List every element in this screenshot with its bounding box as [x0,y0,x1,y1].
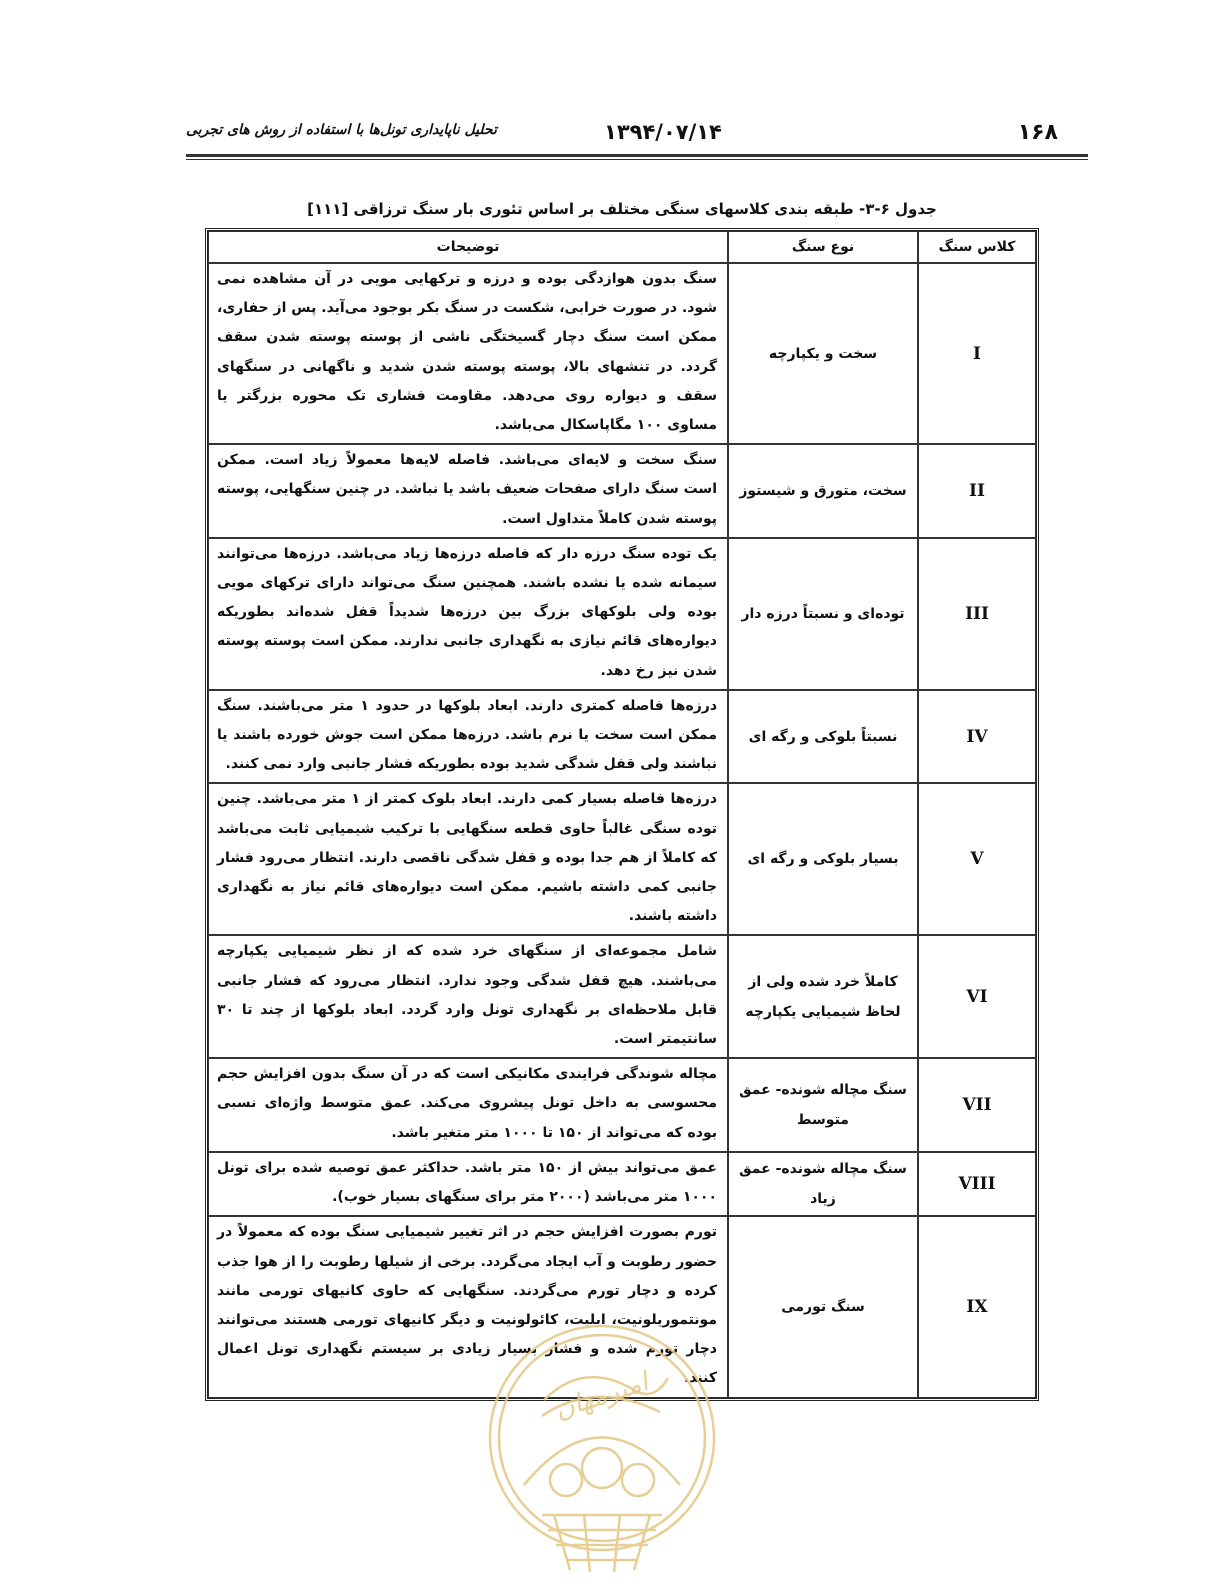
header-class: کلاس سنگ [918,231,1036,263]
class-cell: IV [918,690,1036,784]
description-cell: مچاله شوندگی فرایندی مکانیکی است که در آن سنگ بدون افزایش حجم محسوسی به داخل تونل پیشروی می‌کند. عمق متوسط واژه‌ای نسبی بوده که می‌تواند از ۱۵۰ تا ۱۰۰۰ متر متغیر باشد. [208,1058,728,1152]
table-row [208,783,1036,935]
type-cell: نسبتاً بلوکی و رگه ای [728,690,918,784]
table-header-row [208,231,1036,263]
table-row [208,690,1036,784]
class-cell: III [918,538,1036,690]
header-date: ۱۳۹۴/۰۷/۱۴ [604,120,722,144]
class-cell: IX [918,1216,1036,1397]
type-cell: کاملاً خرد شده ولی از لحاظ شیمیایی یکپارچه [728,935,918,1058]
type-cell: سخت، متورق و شیستوز [728,444,918,538]
running-title: تحلیل ناپایداری تونل‌ها با استفاده از روش های تجربی [186,122,497,138]
table-caption: جدول ۶-۳- طبقه بندی کلاسهای سنگی مختلف بر اساس تئوری بار سنگ ترزاقی [۱۱۱] [307,200,937,218]
type-cell: سنگ تورمی [728,1216,918,1397]
class-cell: VI [918,935,1036,1058]
type-cell: سنگ مچاله شونده- عمق متوسط [728,1058,918,1152]
watermark-logo [484,1320,720,1584]
page-header [186,118,1058,154]
class-cell: I [918,263,1036,444]
description-cell: تورم بصورت افزایش حجم در اثر تغییر شیمیایی سنگ بوده که معمولاً در حضور رطوبت و آب ایجاد می‌گردد. برخی از شیلها رطوبت را از هوا جذب کرده و دچار تورم می‌گردند. سنگهایی که حاوی کانیهای تورمی مانند مونتموریلونیت، ایلیت، کائولونیت و دیگر کانیهای تورمی هستند می‌توانند دچار تورم شده و فشار بسیار زیادی بر سیستم نگهداری تونل اعمال کنند. [208,1216,728,1397]
table-row [208,1058,1036,1152]
class-cell: II [918,444,1036,538]
table-row [208,538,1036,690]
description-cell: یک توده سنگ درزه دار که فاصله درزه‌ها زیاد می‌باشد. درزه‌ها می‌توانند سیمانه شده یا نشده باشند. همچنین سنگ می‌تواند دارای ترکهای مویی بوده ولی بلوکهای بزرگ بین درزه‌ها شدیداً قفل شده‌اند بطوریکه دیواره‌های قائم نیازی به نگهداری جانبی ندارند. ممکن است پوسته پوسته شدن نیز رخ دهد. [208,538,728,690]
type-cell: توده‌ای و نسبتاً درزه دار [728,538,918,690]
type-cell: سخت و یکپارچه [728,263,918,444]
description-cell: درزه‌ها فاصله کمتری دارند. ابعاد بلوکها در حدود ۱ متر می‌باشند. سنگ ممکن است سخت یا نرم باشد. درزه‌ها ممکن است جوش خورده باشند یا نباشند ولی قفل شدگی شدید بوده بطوریکه فشار جانبی وارد نمی کنند. [208,690,728,784]
class-cell: V [918,783,1036,935]
header-type: نوع سنگ [728,231,918,263]
type-cell: سنگ مچاله شونده- عمق زیاد [728,1152,918,1216]
description-cell: سنگ بدون هوازدگی بوده و درزه و ترکهایی مویی در آن مشاهده نمی شود. در صورت خرابی، شکست در سنگ بکر بوجود می‌آید. پس از حفاری، ممکن است سنگ دچار گسیختگی ناشی از پوسته پوسته شدن سقف گردد. در تنشهای بالا، پوسته پوسته شدن شدید و ناگهانی در سنگهای سقف و دیواره روی می‌دهد. مقاومت فشاری تک محوره بزرگتر یا مساوی ۱۰۰ مگاپاسکال می‌باشد. [208,263,728,444]
header-rule [186,154,1088,157]
table-row [208,444,1036,538]
class-cell: VIII [918,1152,1036,1216]
table-row [208,935,1036,1058]
description-cell: عمق می‌تواند بیش از ۱۵۰ متر باشد. حداکثر عمق توصیه شده برای تونل ۱۰۰۰ متر می‌باشد (۲۰۰۰ متر برای سنگهای بسیار خوب). [208,1152,728,1216]
watermark-text: امیرمهان [551,1367,652,1426]
description-cell: درزه‌ها فاصله بسیار کمی دارند. ابعاد بلوک کمتر از ۱ متر می‌باشد. چنین توده سنگی غالباً حاوی قطعه سنگهایی با ترکیب شیمیایی ثابت می‌باشد که کاملاً از هم جدا بوده و قفل شدگی ناقصی دارند. انتظار می‌رود فشار جانبی کمی داشته باشیم. ممکن است دیواره‌های قائم نیاز به نگهداری داشته باشند. [208,783,728,935]
page-number: ۱۶۸ [1017,120,1058,145]
description-cell: سنگ سخت و لایه‌ای می‌باشد. فاصله لایه‌ها معمولاً زیاد است. ممکن است سنگ دارای صفحات ضعیف باشد یا نباشد. در چنین سنگهایی، پوسته پوسته شدن کاملاً متداول است. [208,444,728,538]
rock-class-table [205,228,1039,1401]
type-cell: بسیار بلوکی و رگه ای [728,783,918,935]
header-rule-thin [186,159,1088,160]
header-description: توضیحات [208,231,728,263]
table-row [208,1152,1036,1216]
table-row [208,263,1036,444]
description-cell: شامل مجموعه‌ای از سنگهای خرد شده که از نظر شیمیایی یکپارچه می‌باشند. هیچ قفل شدگی وجود ندارد. انتظار می‌رود که فشار جانبی قابل ملاحظه‌ای بر نگهداری تونل وارد گردد. ابعاد بلوکها از چند تا ۳۰ سانتیمتر است. [208,935,728,1058]
class-cell: VII [918,1058,1036,1152]
